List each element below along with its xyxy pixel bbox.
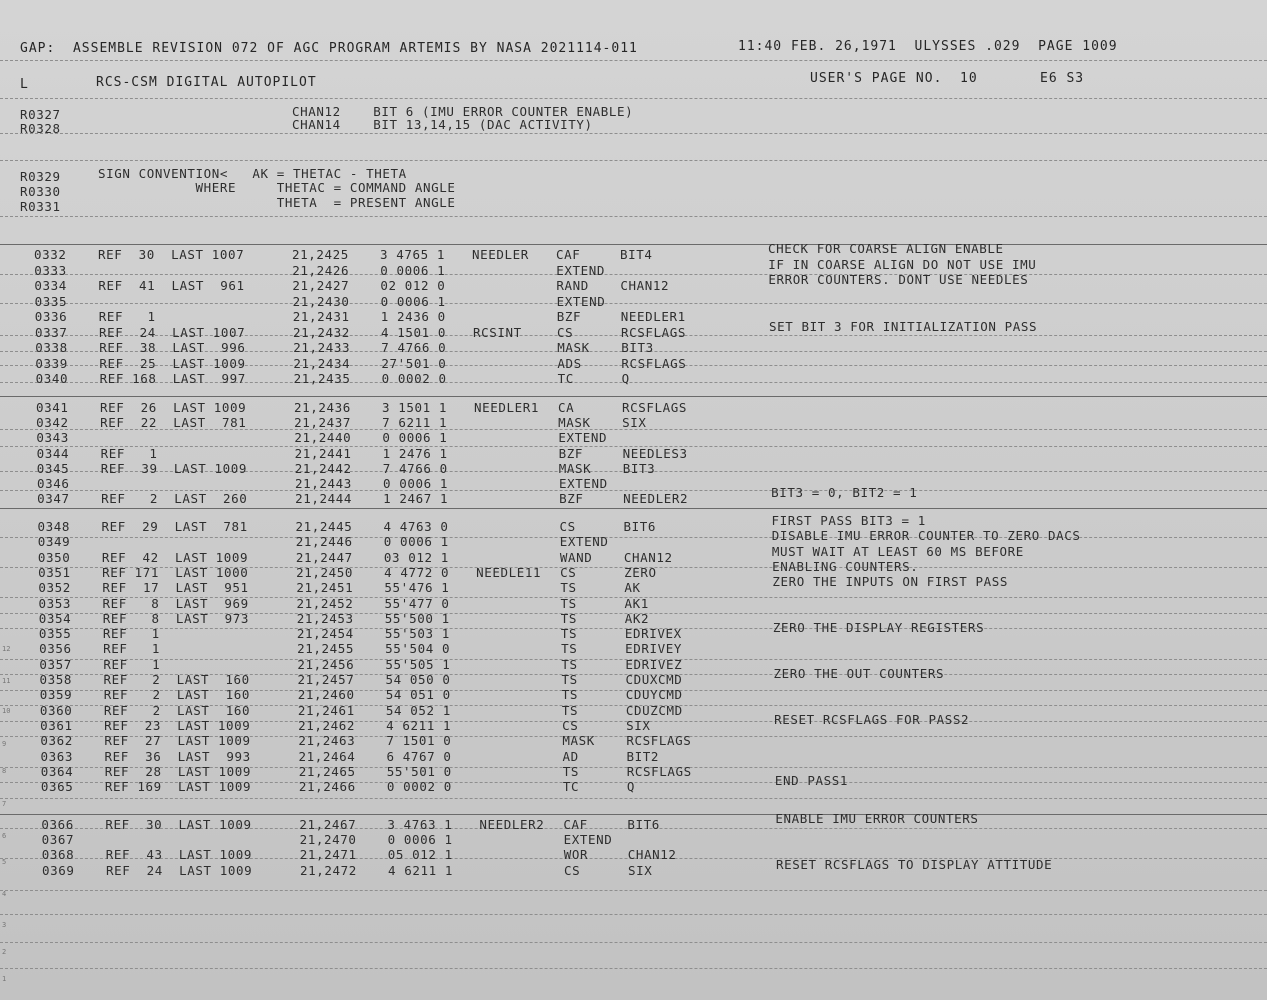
address-column: 21,2442 [294,460,352,476]
octal-code: 1 2467 1 [383,491,449,507]
octal-code: 0 0006 1 [380,262,446,278]
octal-code: 3 4765 1 [380,247,446,262]
address-column: 21,2465 [298,763,356,779]
symbol-label: NEEDLER2 [479,817,545,832]
line-number: 0362 [40,733,73,749]
address-column: 21,2441 [294,445,352,461]
opcode: MASK [558,415,591,431]
remark-text: SIGN CONVENTION< AK = THETAC - THETA [98,166,407,181]
remark-text: WHERE THETAC = COMMAND ANGLE [98,180,456,195]
operand: EDRIVEZ [625,656,683,672]
opcode: EXTEND [558,430,608,446]
opcode: MASK [562,733,595,749]
comment: SET BIT 3 FOR INITIALIZATION PASS [769,318,1038,334]
remark-text: CHAN12 BIT 6 (IMU ERROR COUNTER ENABLE) [292,104,634,119]
octal-code: 0 0002 0 [386,779,452,795]
line-number: 0352 [38,580,71,596]
operand: BIT6 [623,519,657,534]
opcode: BZF [556,309,582,324]
opcode: CAF [563,817,588,832]
ref-column: REF 42 LAST 1009 [101,549,249,565]
remark-id: R0330 [20,184,61,199]
operand: AK [624,580,641,596]
operand: Q [621,371,630,386]
octal-code: 0 0006 1 [387,832,453,848]
octal-code: 05 012 1 [387,847,453,863]
ref-column: REF 169 LAST 1009 [104,779,252,795]
line-number: 0353 [38,595,72,611]
remark-text: THETA = PRESENT ANGLE [98,195,456,210]
comment: ENABLING COUNTERS. [772,558,919,574]
ref-column: REF 39 LAST 1009 [100,460,248,476]
octal-code: 3 1501 1 [381,400,447,415]
address-column: 21,2467 [299,817,357,832]
line-number: 0365 [40,779,74,795]
opcode: CS [564,862,581,878]
address-column: 21,2431 [292,309,350,324]
ref-column: REF 171 LAST 1000 [102,564,249,580]
line-number: 0346 [36,476,70,491]
octal-code: 4 6211 1 [388,862,454,878]
opcode: CS [560,564,577,580]
symbol-label: NEEDLE11 [476,564,542,580]
line-number: 0350 [37,549,71,565]
opcode: WAND [559,549,593,565]
opcode: MASK [558,460,592,476]
line-number: 0345 [36,460,70,476]
ref-column: REF 1 [98,309,156,324]
octal-code: 54 052 1 [385,702,451,718]
operand: RCSFLAGS [621,355,687,371]
operand: AK2 [624,610,650,626]
margin-tick: 6 [2,832,7,840]
opcode: CAF [556,247,581,262]
opcode: MASK [557,340,590,355]
operand: BIT6 [627,817,660,832]
line-number: 0335 [34,293,68,309]
line-number: 0338 [35,340,68,355]
octal-code: 55'503 1 [384,626,450,642]
operand: SIX [626,717,651,733]
ref-column: REF 29 LAST 781 [101,519,248,534]
address-column: 21,2432 [293,324,350,340]
address-column: 21,2444 [295,491,353,507]
octal-code: 0 0006 1 [382,476,448,491]
octal-code: 4 1501 0 [381,324,447,340]
ref-column: REF 2 LAST 160 [103,702,251,718]
symbol-label: RCSINT [473,324,522,340]
address-column: 21,2457 [297,672,355,687]
comment: ZERO THE INPUTS ON FIRST PASS [772,574,1008,590]
address-column: 21,2446 [295,534,353,550]
address-column: 21,2463 [298,733,356,749]
comment: CHECK FOR COARSE ALIGN ENABLE [768,241,1004,256]
operand: SIX [622,415,647,431]
operand: CDUZCMD [625,702,683,718]
margin-tick: 4 [2,890,7,898]
octal-code: 54 050 0 [385,672,451,687]
opcode: TS [561,687,578,703]
opcode: ADS [557,355,582,371]
section-separator [0,244,1267,245]
line-number: 0333 [34,262,67,278]
address-column: 21,2466 [298,779,356,795]
octal-code: 7 6211 1 [382,415,448,431]
line-number: 0344 [36,445,70,461]
ref-column: REF 43 LAST 1009 [105,847,253,863]
octal-code: 0 0006 1 [382,430,448,446]
octal-code: 7 4766 0 [381,340,447,355]
ref-column: REF 2 LAST 160 [103,672,250,687]
margin-tick: 8 [2,767,7,775]
margin-tick: 11 [2,677,11,685]
octal-code: 55'505 1 [385,656,451,672]
ruled-line [0,60,1267,61]
operand: BIT2 [626,748,660,764]
opcode: TS [561,672,578,687]
opcode: AD [562,748,579,764]
operand: SIX [628,862,653,878]
opcode: TS [562,763,579,779]
octal-code: 1 2436 0 [380,309,446,324]
margin-tick: 9 [2,740,7,748]
address-column: 21,2452 [296,595,354,611]
line-number: 0337 [35,324,68,340]
line-number: 0336 [34,309,68,324]
operand: AK1 [624,595,649,611]
address-column: 21,2447 [295,549,353,565]
margin-tick: 1 [2,975,7,983]
operand: EDRIVEX [624,626,682,642]
opcode: TS [561,641,578,657]
remark-id: R0329 [20,169,61,184]
comment: ENABLE IMU ERROR COUNTERS [775,811,979,826]
opcode: EXTEND [558,476,608,491]
line-number: 0369 [42,862,75,878]
octal-code: 55'504 0 [385,641,451,657]
octal-code: 4 6211 1 [386,717,452,733]
line-number: 0357 [39,656,72,672]
remark-id: R0327 [20,107,61,122]
ruled-line [0,160,1267,161]
comment: RESET RCSFLAGS TO DISPLAY ATTITUDE [776,856,1053,872]
operand: RCSFLAGS [626,763,692,779]
users-page-number: USER'S PAGE NO. 10 [810,71,978,86]
ref-column: REF 1 [102,626,160,642]
opcode: CS [557,324,574,340]
margin-tick: 2 [2,948,7,956]
line-number: 0360 [39,702,73,718]
operand: CDUYCMD [625,687,683,703]
comment: ZERO THE OUT COUNTERS [773,666,945,681]
operand: ZERO [624,564,657,580]
opcode: EXTEND [559,534,609,550]
margin-tick: 7 [2,800,7,808]
operand: CDUXCMD [625,672,683,687]
line-number: 0332 [34,247,67,262]
line-number: 0367 [41,832,75,848]
margin-tick: 3 [2,921,7,929]
ref-column: REF 17 LAST 951 [102,580,249,596]
ruled-line [0,914,1267,915]
octal-code: 55'500 1 [384,610,450,626]
octal-code: 4 4763 0 [383,519,449,534]
address-column: 21,2437 [294,415,352,431]
ref-column: REF 41 LAST 961 [98,278,245,293]
opcode: TC [557,371,574,386]
address-column: 21,2445 [295,519,353,534]
octal-code: 55'476 1 [384,580,450,596]
line-number: 0334 [34,278,67,293]
remark-text: CHAN14 BIT 13,14,15 (DAC ACTIVITY) [292,117,593,132]
listing-marker: L [20,77,29,92]
symbol-label: NEEDLER1 [473,400,539,415]
ref-column: REF 2 LAST 160 [103,687,250,703]
address-column: 21,2434 [293,355,351,371]
opcode: TS [560,595,577,611]
octal-code: 0 0002 0 [381,371,447,386]
opcode: TS [561,656,578,672]
operand: NEEDLES3 [622,445,688,461]
operand: Q [626,779,636,795]
line-number: 0359 [39,687,73,703]
address-column: 21,2455 [297,641,355,657]
line-number: 0368 [41,847,75,863]
opcode: EXTEND [556,293,606,309]
section-title: RCS-CSM DIGITAL AUTOPILOT [96,75,317,90]
line-number: 0356 [39,641,72,657]
address-column: 21,2472 [300,862,357,878]
comment: ERROR COUNTERS. DONT USE NEEDLES [768,272,1029,287]
comment: BIT3 = 0, BIT2 = 1 [771,485,918,501]
address-column: 21,2440 [294,430,352,446]
ref-column: REF 8 LAST 973 [102,610,249,626]
ruled-line [0,133,1267,134]
address-column: 21,2450 [296,564,354,580]
opcode: WOR [563,847,589,863]
octal-code: 1 2476 1 [382,445,448,461]
line-number: 0366 [41,817,74,832]
section-separator [0,508,1267,509]
octal-code: 7 1501 0 [386,733,452,749]
octal-code: 55'477 0 [384,595,450,611]
line-number: 0363 [40,748,74,764]
ruled-line [0,98,1267,99]
line-number: 0343 [36,430,69,446]
octal-code: 02 012 0 [380,278,446,293]
comment: IF IN COARSE ALIGN DO NOT USE IMU [768,256,1037,272]
address-column: 21,2436 [293,400,351,415]
opcode: TS [560,610,577,626]
page-code: E6 S3 [1040,71,1085,86]
opcode: CS [559,519,576,534]
ref-column: REF 1 [100,445,158,461]
line-number: 0349 [37,534,71,550]
margin-tick: 5 [2,858,7,866]
opcode: CA [557,400,575,415]
remark-id: R0328 [20,121,61,136]
operand: BIT4 [620,247,653,262]
line-number: 0341 [35,400,69,415]
ref-column: REF 22 LAST 781 [100,415,247,431]
ref-column: REF 25 LAST 1009 [99,355,246,371]
ref-column: REF 36 LAST 993 [104,748,251,764]
ref-column: REF 28 LAST 1009 [104,763,251,779]
ref-column: REF 23 LAST 1009 [104,717,251,733]
ref-column: REF 8 LAST 969 [102,595,249,611]
line-number: 0361 [40,717,73,733]
ruled-line [0,798,1267,799]
octal-code: 27'501 0 [381,355,447,371]
comment: END PASS1 [774,773,849,789]
operand: NEEDLER1 [620,309,686,324]
remark-id: R0331 [20,199,61,214]
octal-code: 03 012 1 [383,549,449,565]
operand: CHAN12 [623,549,673,565]
address-column: 21,2435 [293,371,351,386]
line-number: 0354 [38,610,72,626]
operand: CHAN12 [620,278,670,293]
ref-column: REF 24 LAST 1009 [106,862,253,878]
ruled-line [0,303,1267,304]
operand: RCSFLAGS [626,733,692,749]
ref-column: REF 24 LAST 1007 [99,324,246,340]
address-column: 21,2453 [296,610,354,626]
opcode: EXTEND [556,262,605,278]
opcode: TS [560,580,577,596]
ref-column: REF 1 [103,656,161,672]
opcode: TC [562,779,580,795]
address-column: 21,2433 [293,340,351,355]
octal-code: 7 4766 0 [382,460,448,476]
ref-column: REF 38 LAST 996 [99,340,246,355]
ref-column: REF 26 LAST 1009 [99,400,247,415]
ref-column: REF 1 [103,641,161,657]
line-number: 0348 [37,519,71,534]
comment: RESET RCSFLAGS FOR PASS2 [774,711,970,727]
section-separator [0,396,1267,397]
ruled-line [0,968,1267,969]
comment: FIRST PASS BIT3 = 1 [771,513,926,528]
line-number: 0347 [37,491,70,507]
opcode: TS [561,702,579,718]
operand: BIT3 [621,340,654,355]
margin-tick: 12 [2,645,11,653]
section-separator [0,814,1267,815]
operand: EDRIVEY [625,641,683,657]
address-column: 21,2462 [298,717,355,733]
address-column: 21,2471 [299,847,357,863]
line-number: 0351 [38,564,71,580]
comment: MUST WAIT AT LEAST 60 MS BEFORE [771,543,1024,559]
comment: DISABLE IMU ERROR COUNTER TO ZERO DACS [771,528,1081,544]
opcode: CS [562,717,579,733]
listing-title: GAP: ASSEMBLE REVISION 072 OF AGC PROGRAM ARTEMIS BY NASA 2021114-011 [20,41,638,56]
ruled-line [0,274,1267,275]
octal-code: 55'501 0 [386,763,452,779]
octal-code: 3 4763 1 [387,817,453,832]
comment: ZERO THE DISPLAY REGISTERS [772,620,985,636]
line-number: 0342 [36,415,69,431]
operand: NEEDLER2 [623,491,689,507]
opcode: BZF [558,445,583,461]
operand: RCSFLAGS [621,400,687,415]
octal-code: 0 0006 1 [380,293,446,309]
line-number: 0340 [35,371,69,386]
ref-column: REF 30 LAST 1007 [98,247,245,262]
address-column: 21,2456 [297,656,355,672]
ref-column: REF 168 LAST 997 [99,371,246,386]
address-column: 21,2454 [296,626,354,642]
octal-code: 6 4767 0 [386,748,452,764]
address-column: 21,2425 [292,247,349,262]
margin-tick: 10 [2,707,11,715]
line-number: 0364 [40,763,74,779]
symbol-label: NEEDLER [472,247,529,262]
octal-code: 0 0006 1 [383,534,449,550]
octal-code: 54 051 0 [385,687,451,703]
opcode: EXTEND [563,832,613,848]
line-number: 0339 [35,355,68,371]
ref-column: REF 27 LAST 1009 [104,733,251,749]
address-column: 21,2430 [292,293,350,309]
line-number: 0355 [38,626,72,642]
operand: BIT3 [622,460,656,476]
operand: CHAN12 [627,847,677,863]
opcode: RAND [556,278,589,293]
ref-column: REF 2 LAST 260 [101,491,248,507]
address-column: 21,2451 [296,580,354,596]
operand: RCSFLAGS [621,324,687,340]
line-number: 0358 [39,672,73,687]
address-column: 21,2443 [294,476,352,491]
ruled-line [0,942,1267,943]
address-column: 21,2461 [297,702,355,718]
opcode: BZF [559,491,584,507]
address-column: 21,2464 [298,748,356,764]
opcode: TS [560,626,578,642]
ruled-line [0,890,1267,891]
address-column: 21,2460 [297,687,355,703]
address-column: 21,2470 [299,832,357,848]
listing-timestamp: 11:40 FEB. 26,1971 ULYSSES .029 PAGE 1009 [738,39,1118,54]
address-column: 21,2426 [292,262,350,278]
octal-code: 4 4772 0 [384,564,450,580]
ruled-line [0,216,1267,217]
address-column: 21,2427 [292,278,350,293]
ref-column: REF 30 LAST 1009 [105,817,252,832]
